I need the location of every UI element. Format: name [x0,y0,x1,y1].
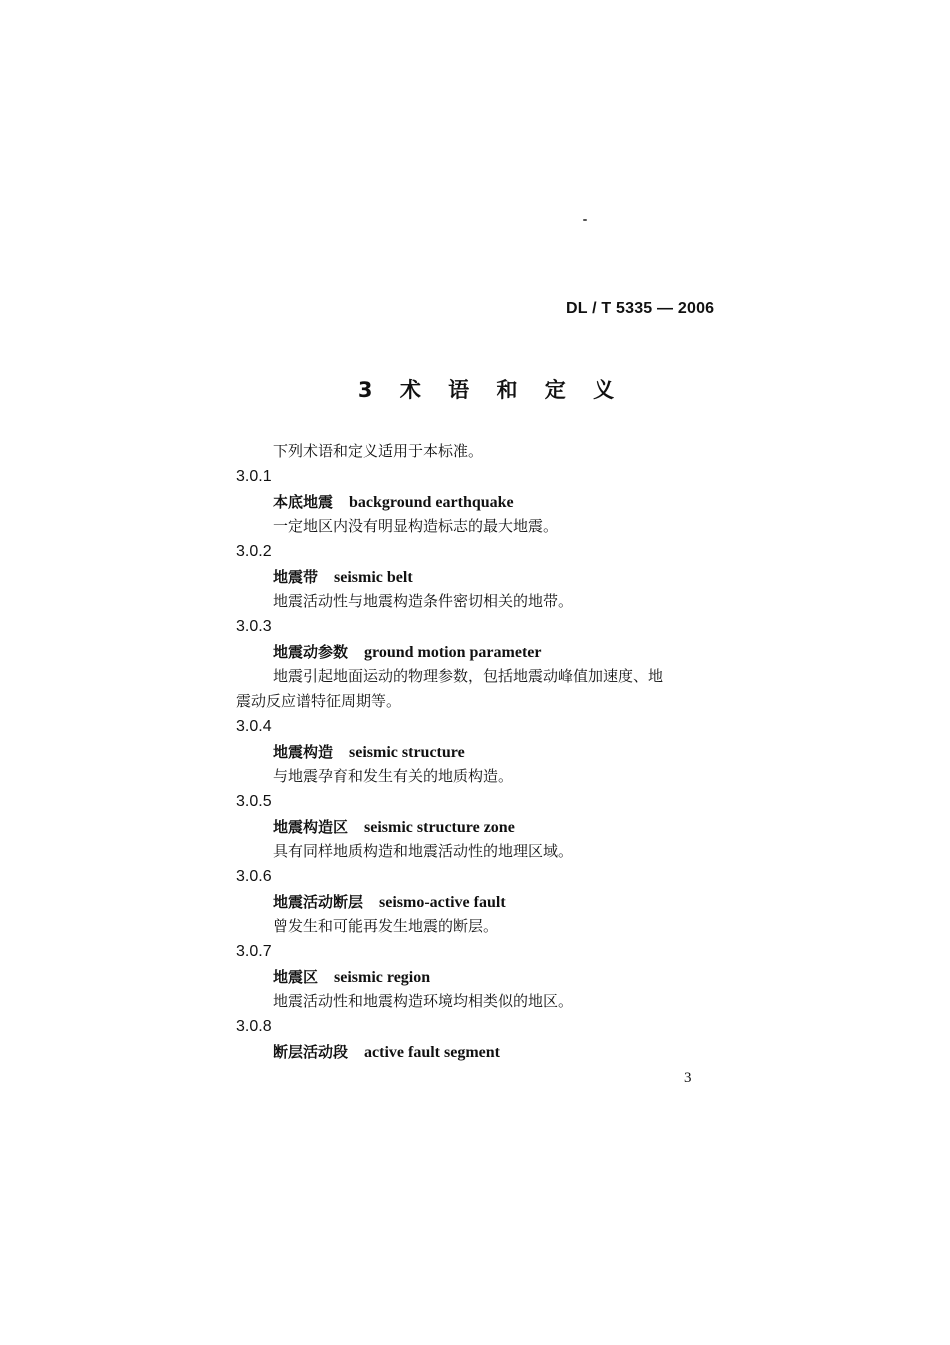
term-name-en: ground motion parameter [364,644,542,661]
term-number: 3.0.6 [236,868,272,885]
term-entry [236,539,716,614]
term-name [236,639,716,664]
term-name-zh: 地震活动断层 [273,893,364,911]
term-definition: 与地震孕育和发生有关的地质构造。 [273,767,514,785]
term-name [236,564,716,589]
term-name-zh: 地震区 [273,968,319,986]
term-number: 3.0.8 [236,1018,272,1035]
term-number: 3.0.5 [236,793,272,810]
term-definition: 曾发生和可能再发生地震的断层。 [273,917,499,935]
term-entry [236,464,716,539]
term-name-zh: 地震带 [273,568,319,586]
page-number: 3 [684,1070,692,1086]
term-definition: 具有同样地质构造和地震活动性的地理区域。 [273,842,574,860]
term-definition: 地震活动性与地震构造条件密切相关的地带。 [273,592,574,610]
term-name-zh: 本底地震 [273,493,334,511]
term-number: 3.0.4 [236,718,272,735]
term-definition: 一定地区内没有明显构造标志的最大地震。 [273,517,559,535]
term-name-zh: 地震构造 [273,743,334,761]
standard-code: DL / T 5335 — 2006 [566,300,715,317]
term-definition: 地震引起地面运动的物理参数，包括地震动峰值加速度、地 震动反应谱特征周期等。 [236,667,664,710]
term-entry [236,714,716,789]
term-name-en: seismic structure zone [364,819,515,836]
term-entry [236,1014,716,1064]
term-name-en: seismic belt [334,569,413,586]
term-name-en: seismic structure [349,744,465,761]
term-number: 3.0.1 [236,468,272,485]
term-name [236,889,716,914]
term-definition: 地震活动性和地震构造环境均相类似的地区。 [273,992,574,1010]
term-name-en: seismo-active fault [379,894,506,911]
term-name [236,814,716,839]
term-name [236,964,716,989]
term-name [236,739,716,764]
term-name-en: background earthquake [349,494,514,511]
term-name-zh: 断层活动段 [273,1043,349,1061]
term-number: 3.0.7 [236,943,272,960]
term-name-zh: 地震构造区 [273,818,349,836]
terms-list [236,464,716,1064]
term-name-en: seismic region [334,969,431,986]
term-name-en: active fault segment [364,1044,500,1061]
term-name-zh: 地震动参数 [273,643,349,661]
term-name [236,489,716,514]
intro-paragraph: 下列术语和定义适用于本标准。 [273,442,484,460]
term-name [236,1039,716,1064]
term-entry [236,864,716,939]
term-entry [236,614,716,714]
chapter-title: 3 术 语 和 定 义 [357,378,625,402]
term-number: 3.0.3 [236,618,272,635]
term-number: 3.0.2 [236,543,272,560]
term-entry [236,789,716,864]
term-entry [236,939,716,1014]
scan-speck [583,219,587,221]
